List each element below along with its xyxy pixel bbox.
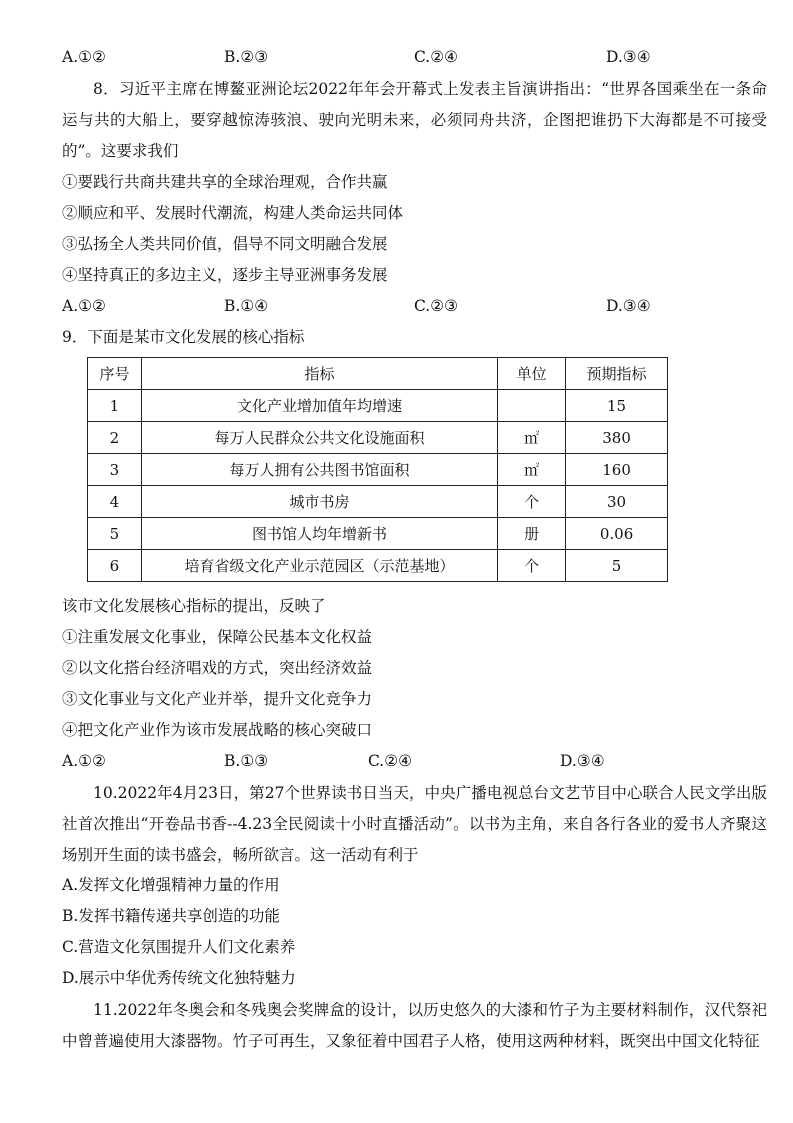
q9-stem: 9．下面是某市文化发展的核心指标 [62,328,305,346]
cell-indicator: 图书馆人均年增新书 [141,518,497,550]
cell-unit [498,390,566,422]
cell-target: 160 [566,454,668,486]
q10-option-d: D.展示中华优秀传统文化独特魅力 [62,969,296,987]
cell-target: 0.06 [566,518,668,550]
q7-option-a: A.①② [62,48,106,66]
q9-option-b: B.①③ [224,752,269,770]
q8-item-1: ①要践行共商共建共享的全球治理观，合作共赢 [62,173,388,191]
q9-option-c: C.②④ [368,752,413,770]
q10-option-a: A.发挥文化增强精神力量的作用 [62,876,280,894]
cell-target: 15 [566,390,668,422]
cell-unit: 个 [498,550,566,582]
table-row [88,422,668,454]
q8-item-3: ③弘扬全人类共同价值，倡导不同文明融合发展 [62,235,388,253]
q10-stem: 10.2022年4月23日，第27个世界读书日当天，中央广播电视总台文艺节目中心联合人民文学出版社首次推出“开卷品书香--4.23全民阅读十小时直播活动”。以书为主角，来自各行各业的爱书人齐聚这场别开生面的读书盛会，畅所欲言。这一活动有利于 [62,784,767,864]
cell-unit: ㎡ [498,422,566,454]
cell-indicator: 每万人拥有公共图书馆面积 [141,454,497,486]
table-row [88,550,668,582]
q8-option-c: C.②③ [414,297,459,315]
cell-unit: ㎡ [498,454,566,486]
q7-option-d: D.③④ [606,48,651,66]
header-target: 预期指标 [566,358,668,390]
q9-item-3: ③文化事业与文化产业并举，提升文化竞争力 [62,690,373,708]
table-row [88,518,668,550]
table-row [88,486,668,518]
cell-index: 1 [88,390,142,422]
cell-index: 3 [88,454,142,486]
table-row [88,390,668,422]
q9-option-d: D.③④ [560,752,605,770]
cell-indicator: 文化产业增加值年均增速 [141,390,497,422]
q7-option-b: B.②③ [224,48,269,66]
cell-target: 5 [566,550,668,582]
header-unit: 单位 [498,358,566,390]
q9-item-1: ①注重发展文化事业，保障公民基本文化权益 [62,628,373,646]
cell-unit: 个 [498,486,566,518]
q8-item-2: ②顺应和平、发展时代潮流，构建人类命运共同体 [62,204,404,222]
q9-item-4: ④把文化产业作为该市发展战略的核心突破口 [62,721,373,739]
q8-option-b: B.①④ [224,297,269,315]
header-index: 序号 [88,358,142,390]
table-header-row [88,358,668,390]
indicator-table [87,357,668,582]
q9-item-2: ②以文化搭台经济唱戏的方式，突出经济效益 [62,659,373,677]
table-row [88,454,668,486]
q8-option-a: A.①② [62,297,106,315]
cell-target: 30 [566,486,668,518]
q11-stem: 11.2022年冬奥会和冬残奥会奖牌盒的设计，以历史悠久的大漆和竹子为主要材料制作，汉代祭祀中曾普遍使用大漆器物。竹子可再生，又象征着中国君子人格，使用这两种材料，既突出中国文化特征 [62,1001,767,1050]
q8-stem: 8．习近平主席在博鳌亚洲论坛2022年年会开幕式上发表主旨演讲指出：“世界各国乘坐在一条命运与共的大船上，要穿越惊涛骇浪、驶向光明未来，必须同舟共济，企图把谁扔下大海都是不可接受的”。这要求我们 [62,80,767,160]
cell-indicator: 每万人民群众公共文化设施面积 [141,422,497,454]
cell-target: 380 [566,422,668,454]
q10-option-c: C.营造文化氛围提升人们文化素养 [62,938,296,956]
cell-index: 2 [88,422,142,454]
q9-question: 该市文化发展核心指标的提出，反映了 [62,597,326,615]
cell-index: 4 [88,486,142,518]
q7-option-c: C.②④ [414,48,459,66]
header-indicator: 指标 [141,358,497,390]
cell-index: 5 [88,518,142,550]
q9-option-a: A.①② [62,752,106,770]
cell-unit: 册 [498,518,566,550]
q8-option-d: D.③④ [606,297,651,315]
cell-indicator: 城市书房 [141,486,497,518]
cell-indicator: 培育省级文化产业示范园区（示范基地） [141,550,497,582]
cell-index: 6 [88,550,142,582]
q8-item-4: ④坚持真正的多边主义，逐步主导亚洲事务发展 [62,266,388,284]
q10-option-b: B.发挥书籍传递共享创造的功能 [62,907,280,925]
